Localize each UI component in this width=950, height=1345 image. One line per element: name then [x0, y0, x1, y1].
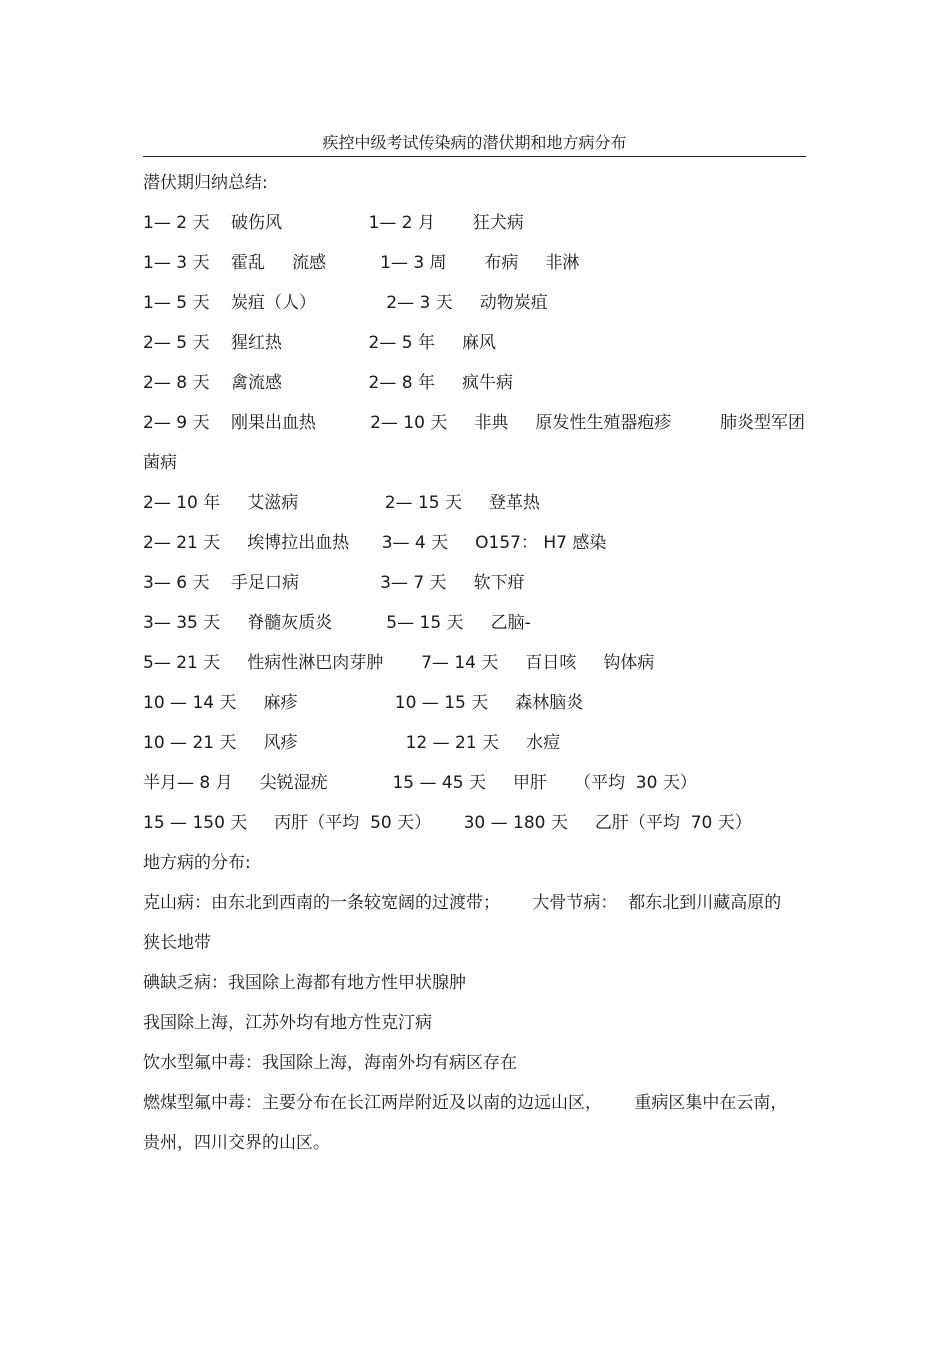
endemic-line-continued: 狭长地带: [143, 933, 211, 953]
incubation-line: 2— 21 天 埃博拉出血热 3— 4 天 O157： H7 感染: [143, 533, 607, 553]
incubation-line: 15 — 150 天 丙肝（平均 50 天） 30 — 180 天 乙肝（平均 70 天）: [143, 813, 752, 833]
endemic-line-continued: 贵州，四川交界的山区。: [143, 1133, 330, 1153]
incubation-line-continued: 菌病: [143, 453, 177, 473]
incubation-line: 半月— 8 月 尖锐湿疣 15 — 45 天 甲肝 （平均 30 天）: [143, 773, 697, 793]
incubation-line: 2— 5 天 猩红热 2— 5 年 麻风: [143, 333, 496, 353]
incubation-line: 2— 10 年 艾滋病 2— 15 天 登革热: [143, 493, 541, 513]
endemic-line: 燃煤型氟中毒：主要分布在长江两岸附近及以南的边远山区， 重病区集中在云南，: [143, 1093, 788, 1113]
incubation-line: 5— 21 天 性病性淋巴肉芽肿 7— 14 天 百日咳 钩体病: [143, 653, 655, 673]
incubation-line: 1— 5 天 炭疽（人） 2— 3 天 动物炭疽: [143, 293, 548, 313]
incubation-line: 3— 35 天 脊髓灰质炎 5— 15 天 乙脑-: [143, 613, 531, 633]
section-heading-endemic: 地方病的分布:: [143, 853, 251, 873]
endemic-line: 我国除上海，江苏外均有地方性克汀病: [143, 1013, 432, 1033]
incubation-line: 2— 9 天 刚果出血热 2— 10 天 非典 原发性生殖器疱疹 肺炎型军团: [143, 413, 806, 433]
document-title: 疾控中级考试传染病的潜伏期和地方病分布: [322, 133, 627, 152]
incubation-line: 10 — 21 天 风疹 12 — 21 天 水痘: [143, 733, 561, 753]
incubation-line: 1— 3 天 霍乱 流感 1— 3 周 布病 非淋: [143, 253, 580, 273]
incubation-line: 2— 8 天 禽流感 2— 8 年 疯牛病: [143, 373, 513, 393]
title-divider: [143, 156, 806, 157]
endemic-line: 碘缺乏病：我国除上海都有地方性甲状腺肿: [143, 973, 466, 993]
section-heading-incubation: 潜伏期归纳总结:: [143, 173, 268, 193]
incubation-line: 1— 2 天 破伤风 1— 2 月 狂犬病: [143, 213, 524, 233]
incubation-line: 3— 6 天 手足口病 3— 7 天 软下疳: [143, 573, 525, 593]
incubation-line: 10 — 14 天 麻疹 10 — 15 天 森林脑炎: [143, 693, 584, 713]
endemic-line: 克山病：由东北到西南的一条较宽阔的过渡带； 大骨节病： 都东北到川藏高原的: [143, 893, 782, 913]
endemic-line: 饮水型氟中毒：我国除上海，海南外均有病区存在: [143, 1053, 517, 1073]
